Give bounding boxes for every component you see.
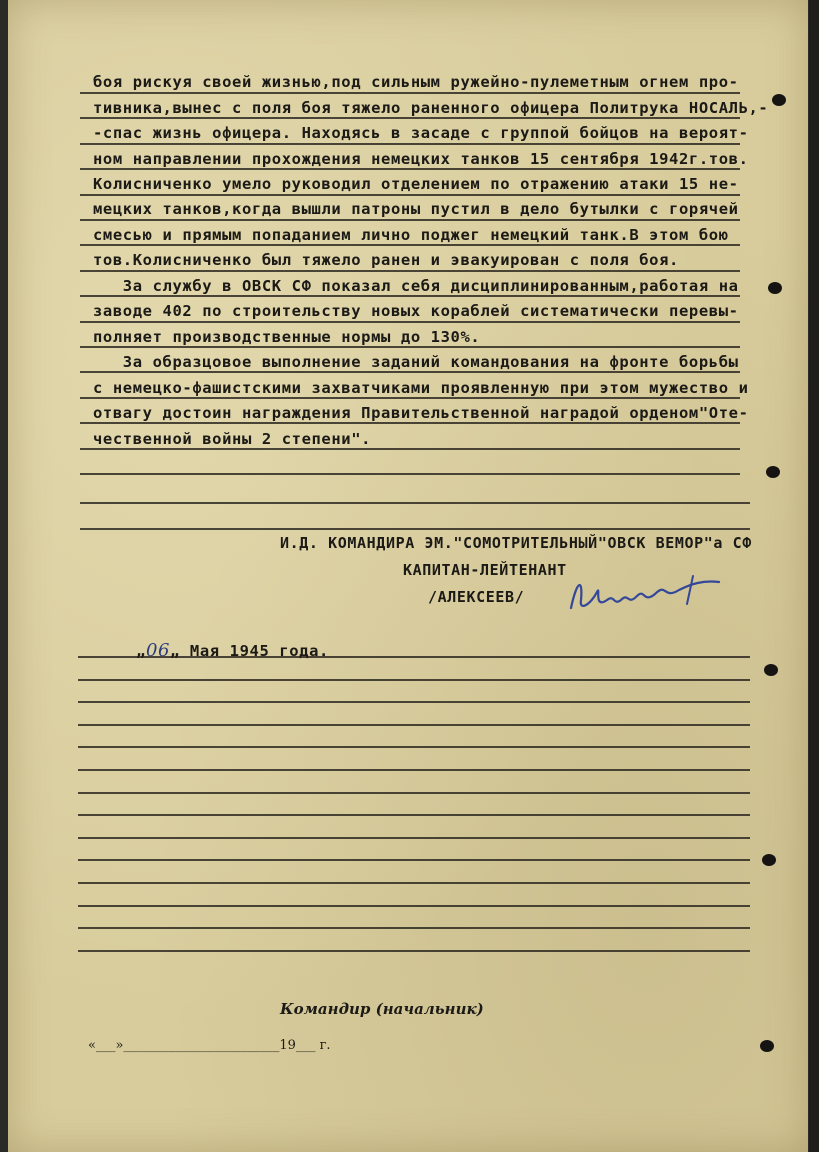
text-line: боя рискуя своей жизнью,под сильным ружейно-пулеметным огнем про- [93,73,739,91]
ruled-line [78,814,750,816]
text-line: полняет производственные нормы до 130%. [93,328,481,346]
text-line: ном направлении прохождения немецких танков 15 сентября 1942г.тов. [93,150,749,168]
ruled-line [80,528,750,530]
text-line: чественной войны 2 степени". [93,430,372,448]
text-line: отвагу достоин награждения Правительственной наградой орденом"Оте- [93,404,749,422]
text-line: мецких танков,когда вышли патроны пустил в дело бутылки с горячей [93,200,739,218]
scan-edge [809,0,819,1152]
ruled-line [78,679,750,681]
ruled-line [78,905,750,907]
date-month-year: Мая 1945 года. [179,642,329,660]
punch-hole [768,282,782,294]
punch-hole [772,94,786,106]
ruled-line [80,270,740,272]
signatory-name: /АЛЕКСЕЕВ/ [428,588,525,606]
ruled-line [78,927,750,929]
ruled-line [80,371,740,373]
ruled-line [78,746,750,748]
ruled-line [78,792,750,794]
ruled-line [78,837,750,839]
document-date [136,640,329,661]
ruled-line [80,295,740,297]
ruled-line [80,502,750,504]
text-line: с немецко-фашистскими захватчиками проявленную при этом мужество и [93,379,749,397]
ruled-line [80,346,740,348]
ruled-line [78,859,750,861]
ruled-line [80,117,740,119]
ruled-line [80,168,740,170]
punch-hole [764,664,778,676]
ruled-line [80,422,740,424]
punch-hole [766,466,780,478]
ruled-line [78,724,750,726]
date-day: 06 [145,640,171,661]
date-form-field: «___»________________________19___ г. [88,1038,331,1053]
text-line: тов.Колисниченко был тяжело ранен и эвакуирован с поля боя. [93,251,679,269]
date-open-quote: „ [136,642,146,660]
ruled-line [80,397,740,399]
document-page [8,0,808,1152]
punch-hole [762,854,776,866]
punch-hole [760,1040,774,1052]
date-close-quote: „ [170,642,180,660]
ruled-line [80,244,740,246]
signatory-rank: КАПИТАН-ЛЕЙТЕНАНТ [403,561,567,579]
ruled-line [80,194,740,196]
ruled-line [78,701,750,703]
handwritten-signature [563,570,733,620]
text-line: За образцовое выполнение заданий командования на фронте борьбы [93,353,739,371]
ruled-line [78,950,750,952]
text-line: -спас жизнь офицера. Находясь в засаде с группой бойцов на вероят- [93,124,749,142]
text-line: заводе 402 по строительству новых кораблей систематически перевы- [93,302,739,320]
ruled-line [80,143,740,145]
ruled-line [80,321,740,323]
ruled-line [78,882,750,884]
ruled-line [80,473,740,475]
commander-label: Командир (начальник) [280,1000,484,1018]
ruled-line [80,219,740,221]
ruled-line [78,769,750,771]
text-line: За службу в ОВСК СФ показал себя дисциплинированным,работая на [93,277,739,295]
text-line: Колисниченко умело руководил отделением по отражению атаки 15 не- [93,175,739,193]
ruled-line [80,92,740,94]
text-line: тивника,вынес с поля боя тяжело раненного офицера Политрука НОСАЛЬ,- [93,99,769,117]
signatory-position: И.Д. КОМАНДИРА ЭМ."СОМОТРИТЕЛЬНЫЙ"ОВСК ВЕМОР"а СФ [280,534,752,552]
text-line: смесью и прямым попаданием лично поджег немецкий танк.В этом бою [93,226,729,244]
